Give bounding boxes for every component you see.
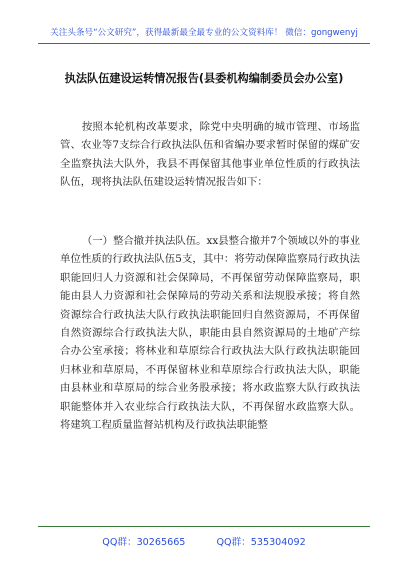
paragraph-consolidation-text: （一）整合撤并执法队伍。xx县整合撤并7个领域以外的事业单位性质的行政执法队伍5支，其中：将劳动保障监察局行政执法职能回归人力资源和社会保障局，不再保留劳动保障监察局，职能由县人力资源和社会保障局的劳动关系和法规股承接；将自然资源综合行政执法大队行政执法职能回归自然资源局，不再保留自然资源综合行政执法大队，职能由县自然资源局的土地矿产综合办公室承接；将林业和草原综合行政执法大队行政执法职能回归林业和草原局，不再保留林业和草原综合行政执法大队，职能由县林业和草原局的综合业务股承接；将水政监察大队行政执法职能整体并入农业综合行政执法大队，不再保留水政监察大队。将建筑工程质量监督站机构及行政执法职能整: [60, 235, 360, 432]
header-divider: [38, 43, 370, 44]
footer-divider: [38, 526, 370, 527]
paragraph-intro: [60, 118, 360, 192]
paragraph-consolidation: [60, 232, 360, 434]
document-title: 执法队伍建设运转情况报告(县委机构编制委员会办公室): [64, 72, 344, 85]
header-banner: 关注头条号“公文研究”，获得最新最全最专业的公文资料库！ 微信：gongwenyj: [50, 28, 358, 38]
paragraph-intro-text: 按照本轮机构改革要求，除党中央明确的城市管理、市场监管、农业等7支综合行政执法队伍和省编办要求暂时保留的煤矿安全监察执法大队外，我县不再保留其他事业单位性质的行政执法队伍，现将执法队伍建设运转情况报告如下：: [60, 121, 360, 189]
footer: [0, 534, 408, 548]
footer-qq-group-1: QQ群：30265665: [102, 537, 186, 548]
footer-qq-group-2: QQ群：535304092: [216, 537, 306, 548]
